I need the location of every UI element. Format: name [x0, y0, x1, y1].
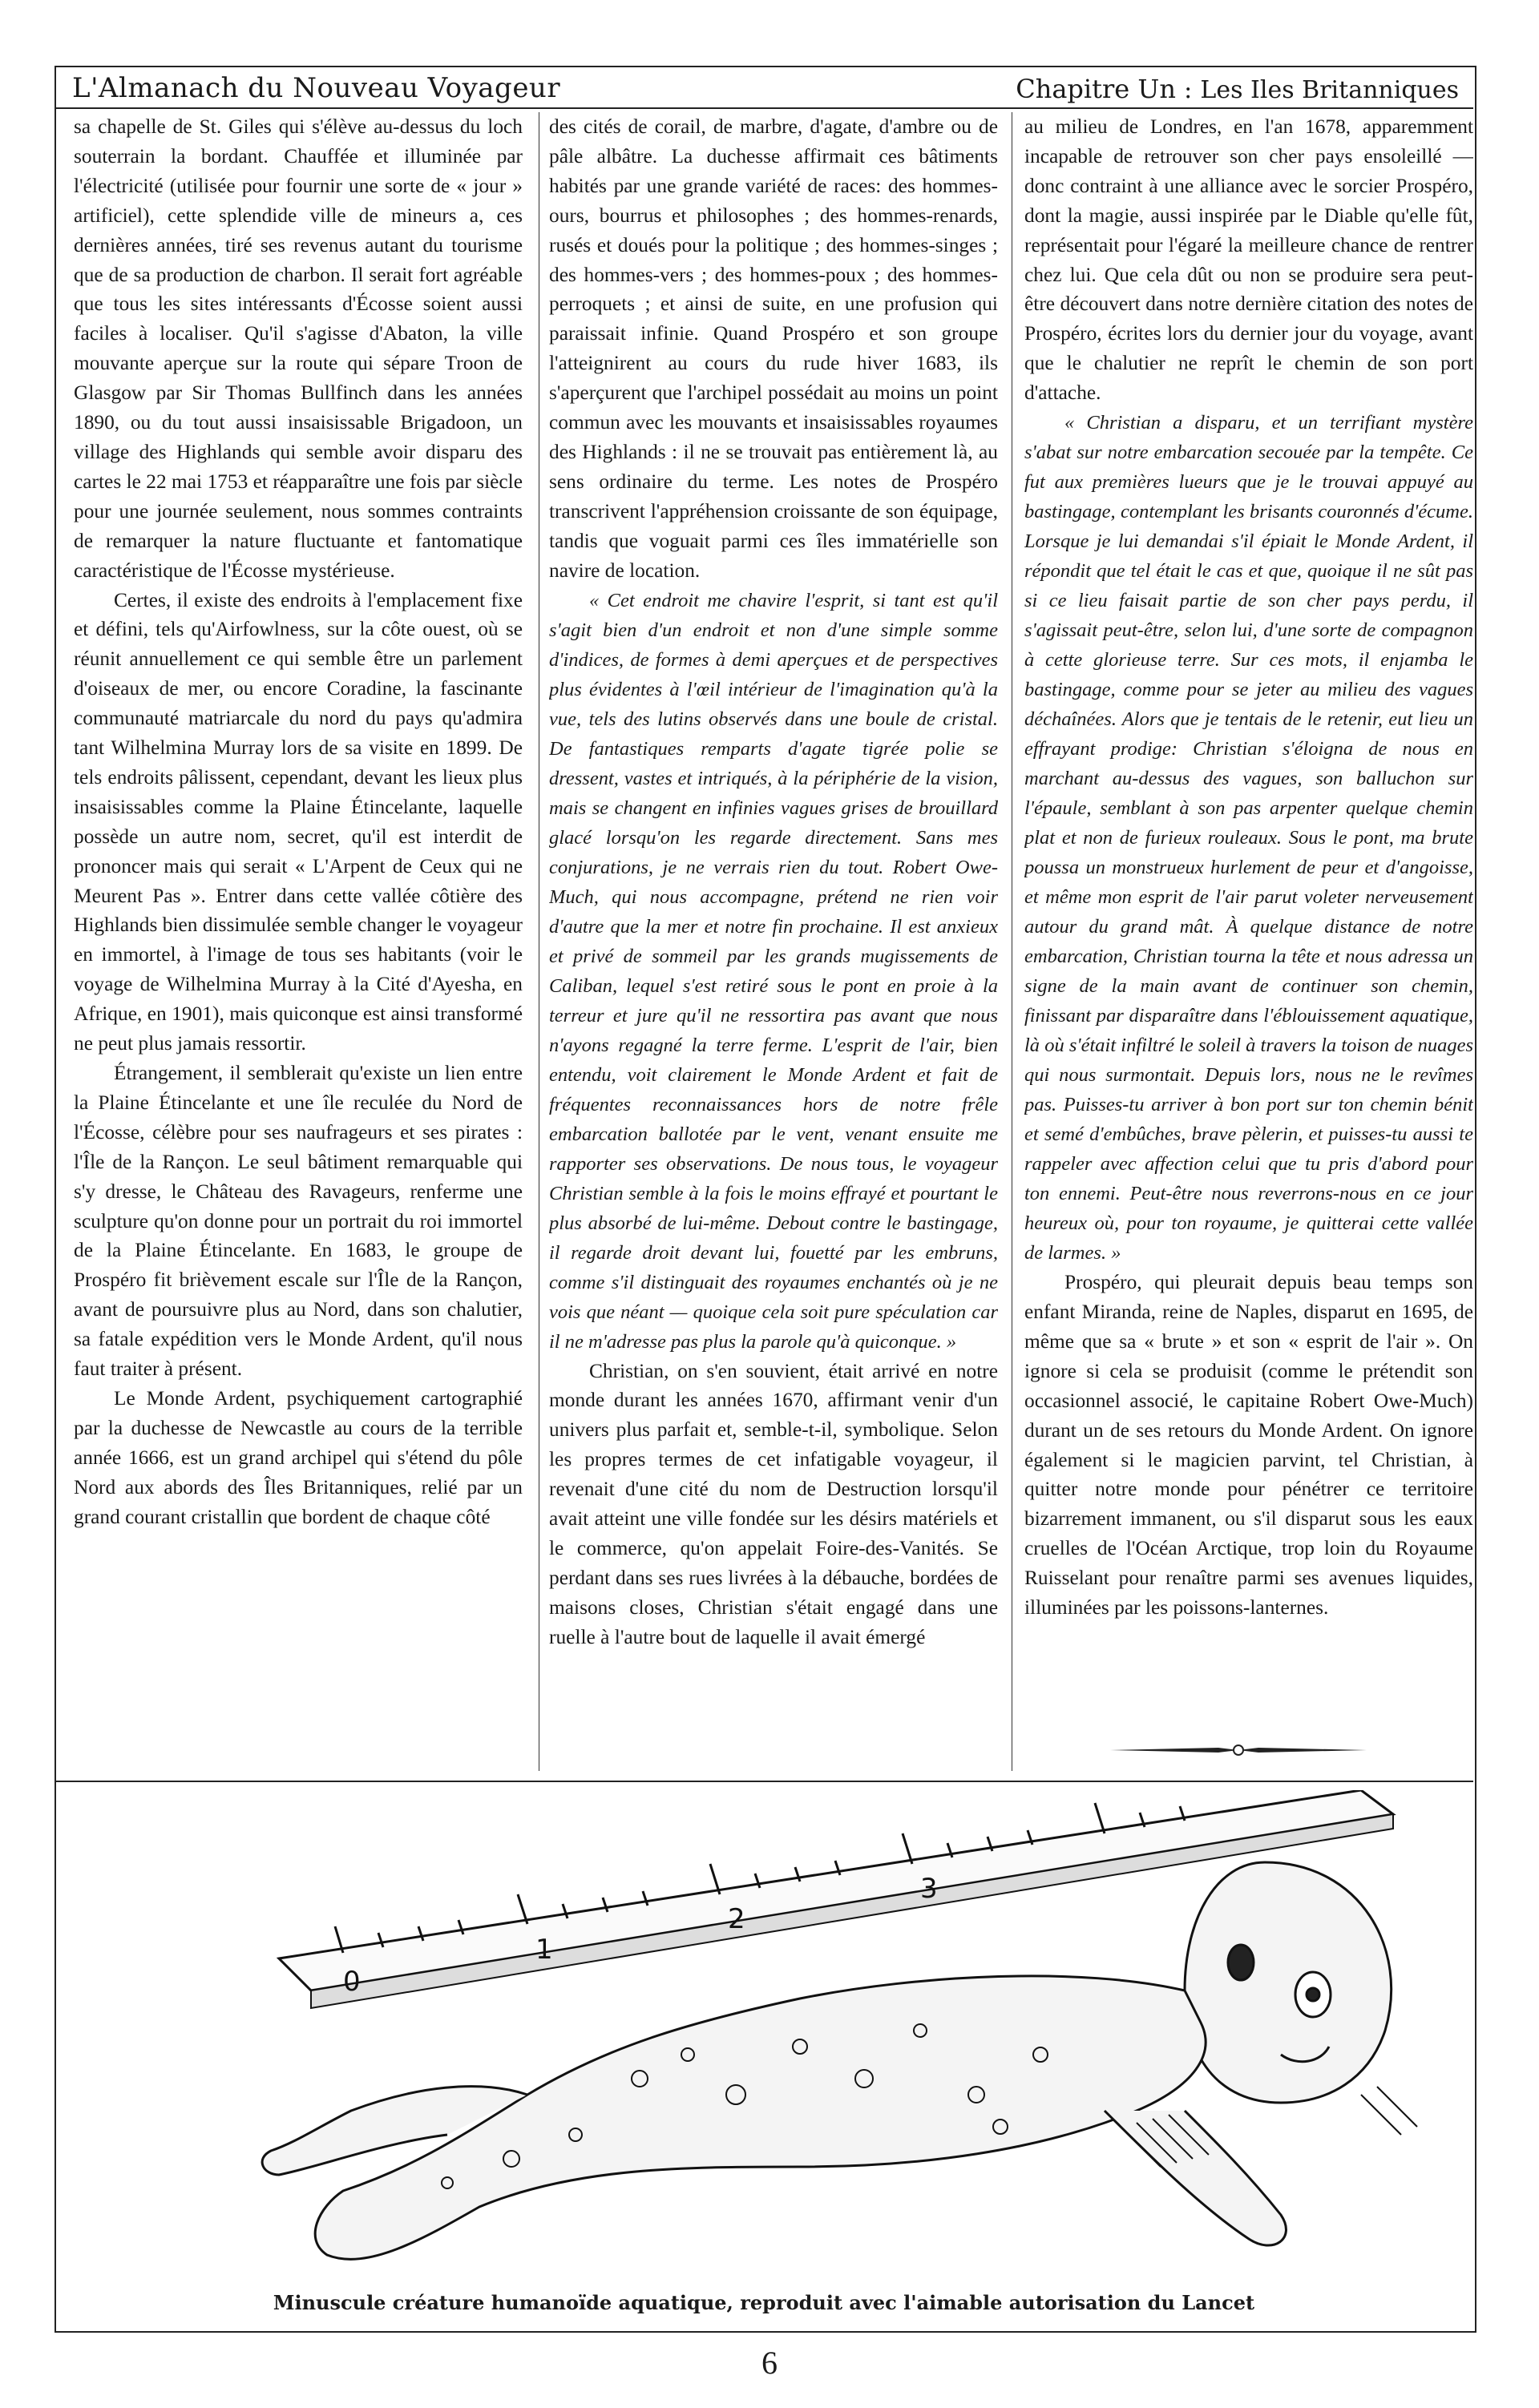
- ruler-number: 1: [535, 1934, 553, 1966]
- paragraph: Étrangement, il semblerait qu'existe un lien entre la Plaine Étincelante et une île reculée du Nord de l'Écosse, célèbre pour ses naufrageurs et ses pirates : l'Île de la Rançon. Le seul bâtiment remarquable qui s'y dresse, le Château des Ravageurs, renferme une sculpture qu'on donne pour un portrait du roi immortel de la Plaine Étincelante. En 1683, le groupe de Prospéro fit brièvement escale sur l'Île de la Rançon, avant de poursuivre plus au Nord, dans son chalutier, sa fatale expédition vers le Monde Ardent, qu'il nous faut traiter à présent.: [74, 1062, 523, 1381]
- paragraph: au milieu de Londres, en l'an 1678, apparemment incapable de retrouver son cher pays ensoleillé — donc contraint à une alliance avec le sorcier Prospéro, dont la magie, aussi inspirée par le Diable qu'elle fût, représentait pour l'égaré la meilleure chance de rentrer chez lui. Que cela dût ou non se produire sera peut-être découvert dans notre dernière citation des notes de Prospéro, écrites lors du dernier jour du voyage, avant que le chalutier ne reprît le chemin de son port d'attache.: [1024, 115, 1473, 405]
- running-header: [55, 66, 1473, 109]
- ruler-number: 2: [728, 1903, 745, 1935]
- text-column-1: [74, 112, 523, 1771]
- chapter-heading: [1016, 74, 1459, 104]
- book-title: L'Almanach du Nouveau Voyageur: [72, 72, 561, 104]
- ruler-creature-illustration: [79, 1790, 1441, 2279]
- paragraph: Certes, il existe des endroits à l'emplacement fixe et défini, tels qu'Airfowlness, sur la côte ouest, où se réunit annuellement ce qui semble être un parlement d'oiseaux de mer, ou encore Coradine, la fascinante communauté matriarcale du nord du pays qu'admira tant Wilhelmina Murray lors de sa visite en 1899. De tels endroits pâlissent, cependant, devant les lieux plus insaisissables comme la Plaine Étincelante, laquelle possède un autre nom, secret, qu'il est interdit de prononcer mais qui serait « L'Arpent de Ceux qui ne Meurent Pas ». Entrer dans cette vallée côtière des Highlands bien dissimulée semble changer le voyageur en immortel, à l'image de tous ses habitants (voir le voyage de Wilhelmina Murray à la Cité d'Ayesha, en Afrique, en 1901), mais quiconque est ainsi transformé ne peut plus jamais ressortir.: [74, 588, 523, 1055]
- text-column-3: [1024, 112, 1473, 1771]
- chapter-separator: :: [1184, 76, 1193, 104]
- page-number: 6: [761, 2345, 778, 2381]
- paragraph: Le Monde Ardent, psychiquement cartographié par la duchesse de Newcastle au cours de la terrible année 1666, est un grand archipel qui s'étend du pôle Nord aux abords des Îles Britanniques, relié par un grand courant cristallin que bordent de chaque côté: [74, 1386, 523, 1528]
- ruler-number: 3: [920, 1873, 938, 1905]
- quote-paragraph: « Christian a disparu, et un terrifiant mystère s'abat sur notre embarcation secouée par la tempête. Ce fut aux premières lueurs que je le trouvai appuyé au bastingage, contemplant les brisants couronnés d'écume. Lorsque je lui demandai s'il épiait le Monde Ardent, il répondit que tel était le cas et que, quoique il ne sût pas si ce lieu faisait partie de son cher pays perdu, il s'agissait peut-être, selon lui, d'une sorte de compagnon à cette glorieuse terre. Sur ces mots, il enjamba le bastingage, comme pour se jeter au milieu des vagues déchaînées. Alors que je tentais de le retenir, eut lieu un effrayant prodige: Christian s'éloigna de nous en marchant au-dessus des vagues, son balluchon sur l'épaule, semblant à son pas arpenter quelque chemin plat et non de furieux rouleaux. Sous le pont, ma brute poussa un monstrueux hurlement de peur et d'angoisse, et même mon esprit de l'air parut voleter nerveusement autour du grand mât. À quelque distance de notre embarcation, Christian tourna la tête et nous adressa un signe de la main avant de continuer son chemin, finissant par disparaître dans l'éblouissement aquatique, là où s'était infiltré le soleil à travers la toison de nuages qui nous surmontait. Depuis lors, nous ne le revîmes pas. Puisses-tu arriver à bon port sur ton chemin bénit et semé d'embûches, brave pèlerin, et puisses-tu aussi te rappeler avec affection celui que tu pris d'abord pour ton ennemi. Peut-être nous reverrons-nous en ce jour heureux où, pour ton royaume, je quitterai cette vallée de larmes. »: [1024, 412, 1473, 1265]
- chapter-subtitle: Les Iles Britanniques: [1200, 76, 1459, 104]
- figure-caption: Minuscule créature humanoïde aquatique, reproduit avec l'aimable autorisation du Lancet: [273, 2291, 1255, 2314]
- section-end-ornament: [1106, 1740, 1371, 1760]
- text-column-2: [549, 112, 998, 1771]
- illustration-figure: [55, 1781, 1473, 2331]
- paragraph: des cités de corail, de marbre, d'agate, d'ambre ou de pâle albâtre. La duchesse affirmait ces bâtiments habités par une grande variété de races: des hommes-ours, bourrus et philosophes ; des hommes-renards, rusés et doués pour la politique ; des hommes-singes ; des hommes-vers ; des hommes-poux ; des hommes-perroquets ; et ainsi de suite, en une profusion qui paraissait infinie. Quand Prospéro et son groupe l'atteignirent au cours du rude hiver 1683, ils s'aperçurent que l'archipel possédait au moins un point commun avec les mouvants et insaisissables royaumes des Highlands : il ne se trouvait pas entièrement là, au sens ordinaire du terme. Les notes de Prospéro transcrivent l'appréhension croissante de son équipage, tandis que voguait parmi ces îles immatérielle son navire de location.: [549, 115, 998, 582]
- chapter-label: Chapitre Un: [1016, 74, 1176, 104]
- quote-paragraph: « Cet endroit me chavire l'esprit, si tant est qu'il s'agit bien d'un endroit et non d'une simple somme d'indices, de formes à demi aperçues et de perspectives plus évidentes à l'œil intérieur de l'imagination qu'à la vue, tels des lutins observés dans une boule de cristal. De fantastiques remparts d'agate tigrée polie se dressent, vastes et intriqués, à la périphérie de la vision, mais se changent en infinies vagues grises de brouillard glacé lorsqu'on les regarde directement. Sans mes conjurations, je ne verrais rien du tout. Robert Owe-Much, qui nous accompagne, prétend ne rien voir d'autre que la mer et notre fin prochaine. Il est anxieux et privé de sommeil par les grands mugissements de Caliban, lequel s'est retiré sous le pont en proie à la terreur et jure qu'il ne ressortira pas avant que nous n'ayons regagné la terre ferme. L'esprit de l'air, bien entendu, voit clairement le Monde Ardent et fait de fréquentes reconnaissances hors de notre frêle embarcation ballotée par le vent, venant ensuite me rapporter ses observations. De nous tous, le voyageur Christian semble à la fois le moins effrayé et pourtant le plus absorbé de lui-même. Debout contre le bastingage, il regarde droit devant lui, fouetté par les embruns, comme s'il distinguait des royaumes enchantés où je ne vois que néant — quoique cela soit pure spéculation car il ne m'adresse pas plus la parole qu'à quiconque. »: [549, 589, 998, 1353]
- paragraph: sa chapelle de St. Giles qui s'élève au-dessus du loch souterrain la bordant. Chauffée et illuminée par l'électricité (utilisée pour fournir une sorte de « jour » artificiel), cette splendide ville de mineurs a, ces dernières années, tiré ses revenus autant du tourisme que de sa production de charbon. Il serait fort agréable que tous les sites intéressants d'Écosse soient aussi faciles à localiser. Qu'il s'agisse d'Abaton, la ville mouvante aperçue sur la route qui sépare Troon de Glasgow par Sir Thomas Bullfinch dans les années 1890, ou du tout aussi insaisissable Brigadoon, un village des Highlands qui semble avoir disparu des cartes le 22 mai 1753 et réapparaître une fois par siècle pour une journée seulement, nous sommes contraints de remarquer la nature fluctuante et fantomatique caractéristique de l'Écosse mystérieuse.: [74, 115, 523, 582]
- ruler-number: 0: [343, 1966, 361, 1998]
- paragraph: Christian, on s'en souvient, était arrivé en notre monde durant les années 1670, affirmant venir d'un univers plus parfait et, semble-t-il, symbolique. Selon les propres termes de cet infatigable voyageur, il revenait d'une cité du nom de Destruction lorsqu'il avait atteint une ville fondée sur les désirs matériels et le commerce, qu'on appelait Foire-des-Vanités. Se perdant dans ses rues livrées à la débauche, bordées de maisons closes, Christian s'était engagé dans une ruelle à l'autre bout de laquelle il avait émergé: [549, 1359, 998, 1648]
- paragraph: Prospéro, qui pleurait depuis beau temps son enfant Miranda, reine de Naples, disparut en 1695, de même que sa « brute » et son « esprit de l'air ». On ignore si cela se produisit (comme le prétendit son occasionnel associé, le capitaine Robert Owe-Much) durant un de ses retours du Monde Ardent. On ignore également si le magicien parvint, tel Christian, à quitter notre monde pour pénétrer ce territoire bizarrement immanent, ou s'il disparut sous les eaux cruelles de l'Océan Arctique, trop loin du Royaume Ruisselant pour renaître parmi ses avenues liquides, illuminées par les poissons-lanternes.: [1024, 1271, 1473, 1619]
